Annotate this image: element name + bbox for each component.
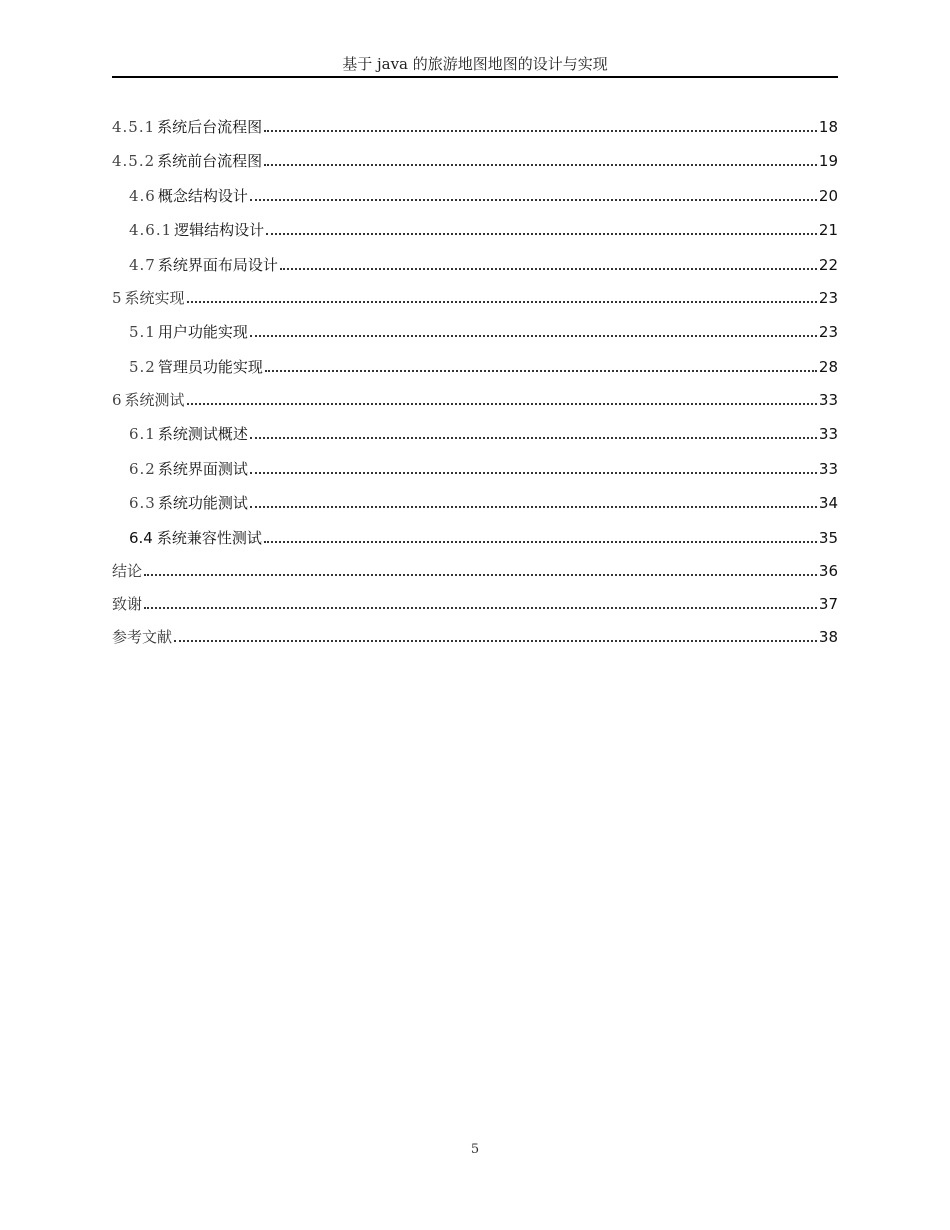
toc-entry-number: 6.2 xyxy=(129,460,156,478)
page-number: 5 xyxy=(470,1142,480,1157)
toc-entry-title: 概念结构设计 xyxy=(157,187,248,205)
toc-entry-number: 5.1 xyxy=(129,323,156,341)
toc-entry-title: 系统测试 xyxy=(124,391,185,409)
toc-leader-dots xyxy=(250,437,817,439)
toc-entry-title: 系统兼容性测试 xyxy=(156,529,262,547)
toc-entry-title: 系统测试概述 xyxy=(157,425,248,443)
toc-entry-page: 35 xyxy=(818,529,838,547)
toc-entry-number: 5 xyxy=(112,289,123,307)
toc-entry[interactable] xyxy=(129,525,838,549)
toc-entry-title: 系统功能测试 xyxy=(157,494,248,512)
toc-entry-page: 33 xyxy=(818,460,838,478)
toc-entry[interactable] xyxy=(129,319,838,343)
toc-leader-dots xyxy=(250,506,817,508)
toc-leader-dots xyxy=(144,574,817,576)
toc-leader-dots xyxy=(250,472,817,474)
toc-entry-title: 系统前台流程图 xyxy=(157,152,263,170)
toc-entry-number: 6.1 xyxy=(129,425,156,443)
toc-entry-page: 22 xyxy=(818,256,838,274)
toc-entry-number: 6 xyxy=(112,391,123,409)
toc-leader-dots xyxy=(264,164,817,166)
toc-entry[interactable] xyxy=(112,148,838,172)
toc-leader-dots xyxy=(250,199,817,201)
toc-entry-title: 逻辑结构设计 xyxy=(174,221,265,239)
toc-entry-title: 结论 xyxy=(112,562,143,580)
page-header xyxy=(112,52,838,78)
toc-leader-dots xyxy=(266,233,817,235)
toc-entry[interactable] xyxy=(112,114,838,138)
toc-entry[interactable] xyxy=(112,558,838,582)
toc-entry[interactable] xyxy=(129,456,838,480)
toc-entry[interactable] xyxy=(112,591,838,615)
toc-entry[interactable] xyxy=(112,285,838,309)
toc-entry-page: 34 xyxy=(818,494,838,512)
toc-entry-number: 4.5.1 xyxy=(112,118,156,136)
toc-entry-title: 用户功能实现 xyxy=(157,323,248,341)
toc-entry-page: 18 xyxy=(818,118,838,136)
toc-leader-dots xyxy=(264,130,817,132)
toc-entry-page: 28 xyxy=(818,358,838,376)
toc-entry-page: 20 xyxy=(818,187,838,205)
toc-entry-number: 4.5.2 xyxy=(112,152,156,170)
toc-leader-dots xyxy=(264,541,817,543)
toc-entry-page: 37 xyxy=(818,595,838,613)
toc-leader-dots xyxy=(250,335,817,337)
toc-entry-title: 致谢 xyxy=(112,595,143,613)
page-footer xyxy=(0,1142,950,1157)
toc-leader-dots xyxy=(280,268,817,270)
toc-entry[interactable] xyxy=(129,252,838,276)
toc-entry-number: 4.6.1 xyxy=(129,221,173,239)
toc-entry-number: 4.7 xyxy=(129,256,156,274)
toc-entry[interactable] xyxy=(129,183,838,207)
toc-entry-page: 38 xyxy=(818,628,838,646)
toc-entry-page: 23 xyxy=(818,289,838,307)
toc-leader-dots xyxy=(265,370,817,372)
toc-entry-title: 管理员功能实现 xyxy=(157,358,263,376)
toc-entry-page: 19 xyxy=(818,152,838,170)
toc-entry-page: 21 xyxy=(818,221,838,239)
toc-leader-dots xyxy=(174,640,817,642)
toc-entry-number: 4.6 xyxy=(129,187,156,205)
toc-entry-title: 参考文献 xyxy=(112,628,173,646)
toc-entry-number: 5.2 xyxy=(129,358,156,376)
toc-entry[interactable] xyxy=(129,217,838,241)
toc-entry-title: 系统界面布局设计 xyxy=(157,256,278,274)
toc-entry-page: 33 xyxy=(818,391,838,409)
toc-entry-title: 系统界面测试 xyxy=(157,460,248,478)
toc-entry-title: 系统实现 xyxy=(124,289,185,307)
document-title: 基于 java 的旅游地图地图的设计与实现 xyxy=(342,55,608,73)
toc-entry[interactable] xyxy=(112,387,838,411)
toc-leader-dots xyxy=(187,403,817,405)
toc-leader-dots xyxy=(144,607,817,609)
toc-entry[interactable] xyxy=(129,421,838,445)
toc-entry-page: 33 xyxy=(818,425,838,443)
toc-entry-title: 系统后台流程图 xyxy=(157,118,263,136)
toc-entry-number: 6.4 xyxy=(129,529,153,547)
toc-entry[interactable] xyxy=(129,354,838,378)
toc-entry[interactable] xyxy=(129,490,838,514)
toc-entry[interactable] xyxy=(112,624,838,648)
toc-entry-page: 23 xyxy=(818,323,838,341)
toc-leader-dots xyxy=(187,301,817,303)
toc-entry-number: 6.3 xyxy=(129,494,156,512)
toc-entry-page: 36 xyxy=(818,562,838,580)
